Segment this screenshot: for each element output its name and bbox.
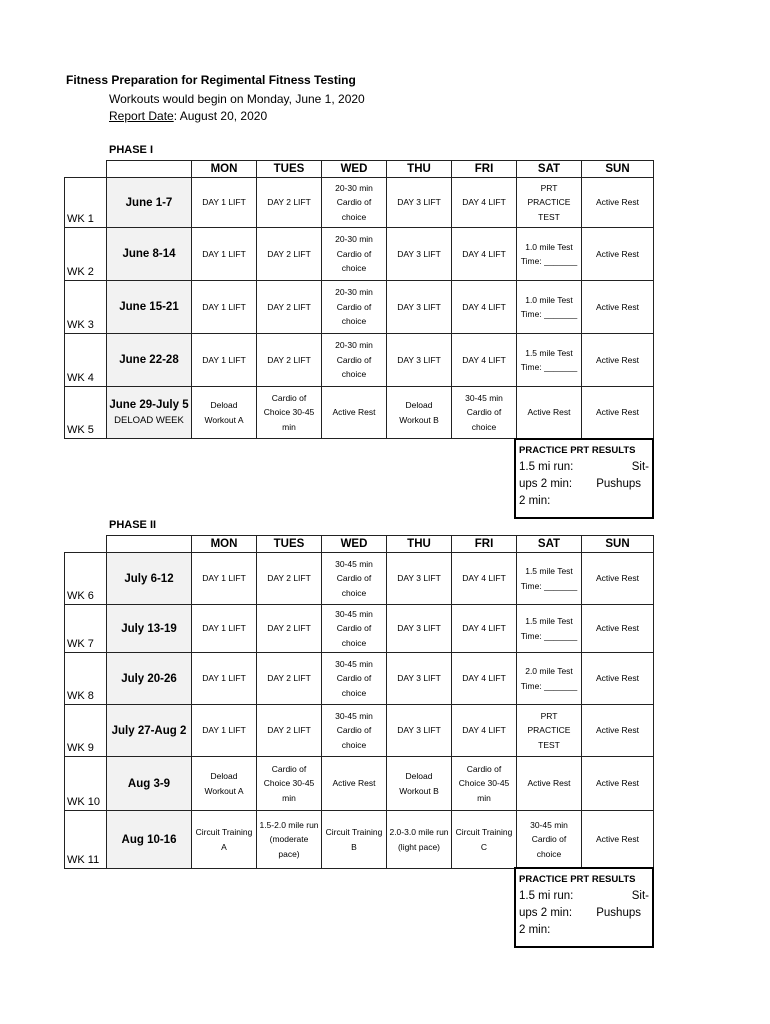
week-label: WK 6	[65, 553, 107, 605]
week-label: WK 3	[65, 281, 107, 334]
workout-cell-tues: Cardio of Choice 30-45 min	[257, 387, 322, 439]
week-label: WK 10	[65, 757, 107, 811]
week-dates	[107, 281, 192, 334]
day-header-mon: MON	[192, 161, 257, 178]
week-date-range: Aug 10-16	[121, 833, 177, 846]
workout-cell-sat: 1.5 mile Test Time: _______	[517, 553, 582, 605]
week-row	[65, 178, 654, 228]
week-label: WK 2	[65, 228, 107, 281]
workout-cell-sun: Active Rest	[582, 605, 654, 653]
week-label: WK 5	[65, 387, 107, 439]
day-header-wed: WED	[322, 536, 387, 553]
week-row	[65, 605, 654, 653]
workout-cell-tues: DAY 2 LIFT	[257, 553, 322, 605]
week-dates	[107, 757, 192, 811]
week-row	[65, 553, 654, 605]
workout-cell-thu: DAY 3 LIFT	[387, 605, 452, 653]
workout-cell-tues: DAY 2 LIFT	[257, 281, 322, 334]
header-date-blank	[107, 161, 192, 178]
workout-cell-fri: 30-45 min Cardio of choice	[452, 387, 517, 439]
week-row	[65, 228, 654, 281]
week-date-range: July 13-19	[121, 622, 177, 635]
week-dates	[107, 605, 192, 653]
start-note: Workouts would begin on Monday, June 1, 2020	[109, 92, 365, 106]
workout-cell-tues: DAY 2 LIFT	[257, 178, 322, 228]
workout-cell-fri: DAY 4 LIFT	[452, 178, 517, 228]
week-label: WK 4	[65, 334, 107, 387]
workout-cell-wed: 20-30 min Cardio of choice	[322, 281, 387, 334]
day-header-thu: THU	[387, 161, 452, 178]
week-date-range: July 27-Aug 2	[111, 724, 187, 737]
pushups-label-a: Pushups	[596, 478, 641, 490]
day-header-sun: SUN	[582, 161, 654, 178]
week-row	[65, 705, 654, 757]
week-label: WK 11	[65, 811, 107, 869]
workout-cell-sat: 1.5 mile Test Time: _______	[517, 334, 582, 387]
week-dates	[107, 334, 192, 387]
week-dates	[107, 653, 192, 705]
workout-cell-wed: 30-45 min Cardio of choice	[322, 605, 387, 653]
phase-1-table	[64, 160, 654, 439]
phase-1-label: PHASE I	[109, 144, 154, 156]
workout-cell-mon: DAY 1 LIFT	[192, 653, 257, 705]
week-date-range: Aug 3-9	[127, 777, 171, 790]
week-row	[65, 334, 654, 387]
workout-cell-sun: Active Rest	[582, 387, 654, 439]
results-title: PRACTICE PRT RESULTS	[519, 445, 636, 456]
workout-cell-mon: DAY 1 LIFT	[192, 605, 257, 653]
workout-cell-sun: Active Rest	[582, 757, 654, 811]
workout-cell-thu: DAY 3 LIFT	[387, 553, 452, 605]
week-label: WK 7	[65, 605, 107, 653]
day-header-sun: SUN	[582, 536, 654, 553]
workout-cell-fri: Cardio of Choice 30-45 min	[452, 757, 517, 811]
pushups-label-b: 2 min:	[519, 924, 551, 936]
week-row	[65, 811, 654, 869]
workout-cell-fri: DAY 4 LIFT	[452, 605, 517, 653]
workout-cell-wed: Circuit Training B	[322, 811, 387, 869]
week-dates	[107, 705, 192, 757]
week-date-range: July 6-12	[124, 572, 174, 585]
workout-cell-sun: Active Rest	[582, 178, 654, 228]
day-header-fri: FRI	[452, 161, 517, 178]
workout-cell-thu: 2.0-3.0 mile run (light pace)	[387, 811, 452, 869]
day-header-sat: SAT	[517, 161, 582, 178]
results-title: PRACTICE PRT RESULTS	[519, 874, 636, 885]
day-header-fri: FRI	[452, 536, 517, 553]
phase-2-table	[64, 535, 654, 869]
report-date	[109, 109, 267, 123]
workout-cell-sun: Active Rest	[582, 553, 654, 605]
workout-cell-fri: DAY 4 LIFT	[452, 553, 517, 605]
workout-cell-fri: DAY 4 LIFT	[452, 705, 517, 757]
workout-cell-mon: DAY 1 LIFT	[192, 705, 257, 757]
header-blank	[65, 161, 107, 178]
day-header-wed: WED	[322, 161, 387, 178]
run-label: 1.5 mi run:	[519, 461, 574, 473]
week-label: WK 8	[65, 653, 107, 705]
workout-cell-sat: 1.0 mile Test Time: _______	[517, 281, 582, 334]
day-header-thu: THU	[387, 536, 452, 553]
workout-cell-mon: DAY 1 LIFT	[192, 281, 257, 334]
workout-cell-mon: DAY 1 LIFT	[192, 178, 257, 228]
week-label: WK 9	[65, 705, 107, 757]
workout-cell-sat: PRT PRACTICE TEST	[517, 178, 582, 228]
workout-cell-mon: DAY 1 LIFT	[192, 334, 257, 387]
run-label: 1.5 mi run:	[519, 890, 574, 902]
workout-cell-thu: DAY 3 LIFT	[387, 705, 452, 757]
phase-2-label: PHASE II	[109, 519, 157, 531]
workout-cell-thu: DAY 3 LIFT	[387, 653, 452, 705]
header-date-blank	[107, 536, 192, 553]
workout-cell-sat: 2.0 mile Test Time: _______	[517, 653, 582, 705]
workout-cell-fri: DAY 4 LIFT	[452, 334, 517, 387]
workout-cell-tues: DAY 2 LIFT	[257, 228, 322, 281]
week-row	[65, 387, 654, 439]
situps-label-a: Sit-	[631, 890, 649, 902]
week-dates	[107, 811, 192, 869]
workout-cell-sun: Active Rest	[582, 228, 654, 281]
workout-cell-fri: DAY 4 LIFT	[452, 228, 517, 281]
workout-cell-mon: Circuit Training A	[192, 811, 257, 869]
week-dates	[107, 178, 192, 228]
workout-cell-sun: Active Rest	[582, 811, 654, 869]
report-date-value: : August 20, 2020	[173, 109, 268, 123]
workout-cell-sun: Active Rest	[582, 705, 654, 757]
phase-1-body	[65, 161, 654, 439]
day-header-tues: TUES	[257, 536, 322, 553]
workout-cell-wed: 20-30 min Cardio of choice	[322, 334, 387, 387]
day-header-tues: TUES	[257, 161, 322, 178]
day-header-sat: SAT	[517, 536, 582, 553]
workout-cell-mon: DAY 1 LIFT	[192, 553, 257, 605]
report-date-label: Report Date	[109, 109, 174, 123]
week-date-range: July 20-26	[121, 672, 177, 685]
workout-cell-wed: 30-45 min Cardio of choice	[322, 653, 387, 705]
situps-label-a: Sit-	[631, 461, 649, 473]
workout-cell-sun: Active Rest	[582, 334, 654, 387]
workout-cell-sat: Active Rest	[517, 757, 582, 811]
week-date-range: June 29-July 5	[109, 398, 189, 411]
workout-cell-sat: 30-45 min Cardio of choice	[517, 811, 582, 869]
workout-cell-fri: Circuit Training C	[452, 811, 517, 869]
workout-cell-thu: DAY 3 LIFT	[387, 228, 452, 281]
workout-cell-tues: DAY 2 LIFT	[257, 705, 322, 757]
day-header-row	[65, 161, 654, 178]
workout-cell-tues: 1.5-2.0 mile run (moderate pace)	[257, 811, 322, 869]
workout-cell-sat: 1.5 mile Test Time: _______	[517, 605, 582, 653]
header-blank	[65, 536, 107, 553]
workout-cell-thu: DAY 3 LIFT	[387, 334, 452, 387]
week-row	[65, 281, 654, 334]
situps-label-b: ups 2 min:	[519, 907, 573, 919]
workout-cell-sun: Active Rest	[582, 281, 654, 334]
practice-results-box-1	[514, 438, 654, 519]
week-row	[65, 757, 654, 811]
workout-cell-thu: DAY 3 LIFT	[387, 178, 452, 228]
workout-cell-tues: DAY 2 LIFT	[257, 605, 322, 653]
week-dates	[107, 553, 192, 605]
situps-label-b: ups 2 min:	[519, 478, 573, 490]
week-label: WK 1	[65, 178, 107, 228]
workout-cell-wed: 20-30 min Cardio of choice	[322, 228, 387, 281]
week-dates	[107, 228, 192, 281]
week-note: DELOAD WEEK	[114, 414, 184, 426]
pushups-label-a: Pushups	[596, 907, 641, 919]
workout-cell-wed: Active Rest	[322, 387, 387, 439]
week-date-range: June 15-21	[119, 301, 179, 313]
week-date-range: June 22-28	[119, 354, 179, 366]
workout-cell-thu: DAY 3 LIFT	[387, 281, 452, 334]
workout-cell-wed: 30-45 min Cardio of choice	[322, 705, 387, 757]
week-date-range: June 1-7	[125, 196, 173, 209]
workout-cell-wed: 30-45 min Cardio of choice	[322, 553, 387, 605]
workout-cell-tues: Cardio of Choice 30-45 min	[257, 757, 322, 811]
workout-cell-wed: Active Rest	[322, 757, 387, 811]
workout-cell-fri: DAY 4 LIFT	[452, 281, 517, 334]
workout-cell-thu: Deload Workout B	[387, 757, 452, 811]
workout-cell-sat: Active Rest	[517, 387, 582, 439]
workout-cell-mon: Deload Workout A	[192, 387, 257, 439]
document-title: Fitness Preparation for Regimental Fitness Testing	[66, 73, 356, 87]
workout-cell-wed: 20-30 min Cardio of choice	[322, 178, 387, 228]
workout-cell-sat: PRT PRACTICE TEST	[517, 705, 582, 757]
week-dates	[107, 387, 192, 439]
workout-cell-sat: 1.0 mile Test Time: _______	[517, 228, 582, 281]
workout-cell-mon: DAY 1 LIFT	[192, 228, 257, 281]
workout-cell-fri: DAY 4 LIFT	[452, 653, 517, 705]
workout-cell-tues: DAY 2 LIFT	[257, 653, 322, 705]
workout-cell-thu: Deload Workout B	[387, 387, 452, 439]
week-row	[65, 653, 654, 705]
practice-results-box-2	[514, 867, 654, 948]
week-date-range: June 8-14	[122, 248, 176, 260]
day-header-mon: MON	[192, 536, 257, 553]
pushups-label-b: 2 min:	[519, 495, 551, 507]
workout-cell-mon: Deload Workout A	[192, 757, 257, 811]
phase-2-body	[65, 536, 654, 869]
workout-cell-tues: DAY 2 LIFT	[257, 334, 322, 387]
workout-cell-sun: Active Rest	[582, 653, 654, 705]
day-header-row	[65, 536, 654, 553]
